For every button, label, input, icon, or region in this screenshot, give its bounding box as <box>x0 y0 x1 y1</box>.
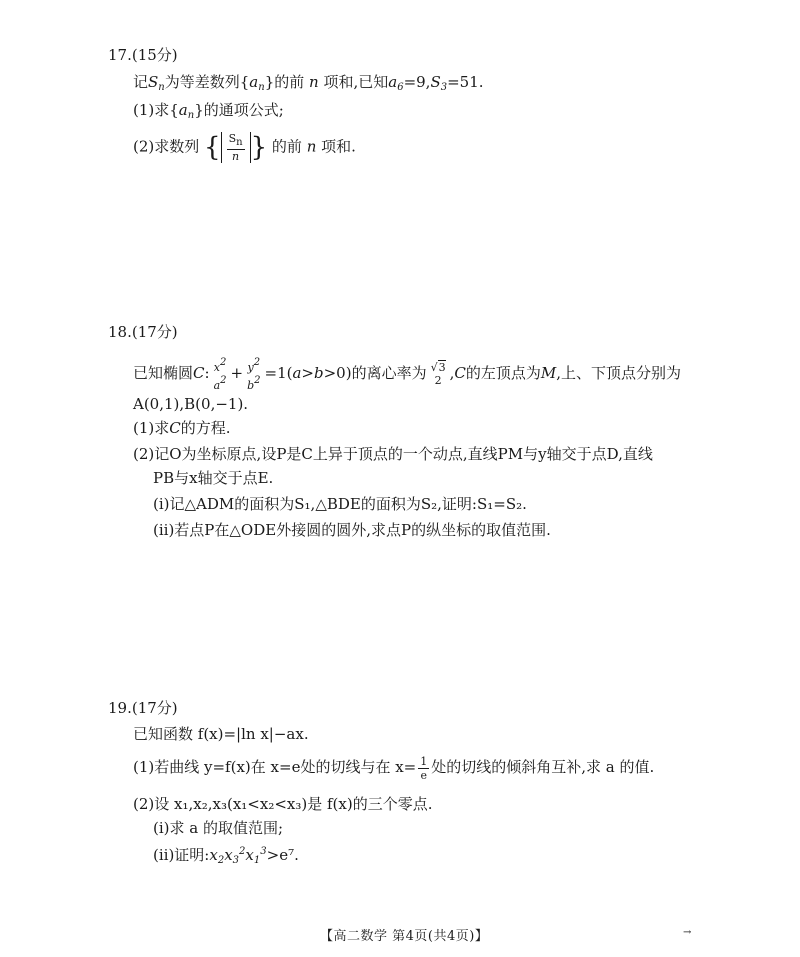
q18-part2-line1: (2)记O为坐标原点,设P是C上异于顶点的一个动点,直线PM与y轴交于点D,直线 <box>133 445 653 463</box>
q18-header: 18.(17分) <box>108 323 178 341</box>
q18-part2-i: (ⅰ)记△ADM的面积为S₁,△BDE的面积为S₂,证明:S₁=S₂. <box>153 495 527 513</box>
q18-points: A(0,1),B(0,−1). <box>133 395 249 413</box>
q19-part2-i: (ⅰ)求 a 的取值范围; <box>153 819 284 837</box>
q19-stem: 已知函数 f(x)=|ln x|−ax. <box>133 725 309 743</box>
page-footer: 【高二数学 第4页(共4页)】 <box>320 929 489 944</box>
q18-stem: 已知椭圆C: x2 a2 + y2 b2 =1(a>b>0)的离心率为 √3 2 ,C的左顶点为M,上、下顶点分别为 <box>133 357 682 392</box>
q17-part1: (1)求$\{a_n\}$的通项公式; <box>133 101 284 121</box>
q19-part2-ii: (ⅱ)证明$:x_2x_3^2x_1^3>e^7$. <box>153 846 299 866</box>
q17-header: 17.(15分) <box>108 46 178 64</box>
q18-part1: (1)求C的方程. <box>133 419 231 437</box>
q19-part2: (2)设 x₁,x₂,x₃(x₁<x₂<x₃)是 f(x)的三个零点. <box>133 795 433 813</box>
q17-part2: (2)求数列 { $\frac{Sn}{n}$ } 的前 n 项和. <box>133 132 356 163</box>
corner-mark: → <box>683 927 692 938</box>
q17-stem: 记$S_n$为等差数列$\{a_n\}$的前 n 项和,已知$a_6=9,S_3=51$. <box>133 73 484 93</box>
q18-part2-ii: (ⅱ)若点P在△ODE外接圆的圆外,求点P的纵坐标的取值范围. <box>153 521 551 539</box>
q19-header: 19.(17分) <box>108 699 178 717</box>
q18-part2-line2: PB与x轴交于点E. <box>153 469 274 487</box>
q19-part1: (1)若曲线 y=f(x)在 x=e处的切线与在 x= $\frac{1}{e}$ 处的切线的倾斜角互补,求 a 的值. <box>133 754 655 782</box>
